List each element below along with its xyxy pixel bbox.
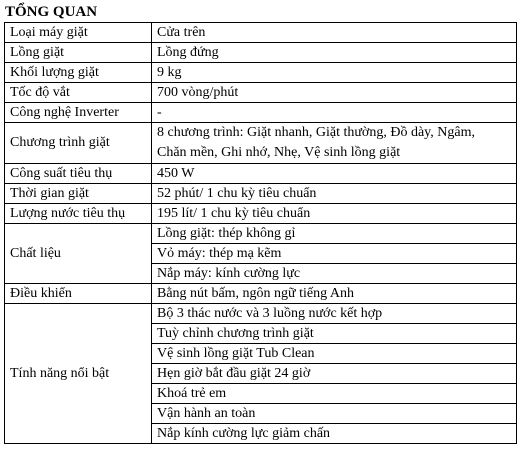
row-label: Công nghệ Inverter — [5, 103, 152, 123]
table-row — [5, 164, 517, 184]
row-value: 52 phút/ 1 chu kỳ tiêu chuẩn — [152, 184, 517, 204]
row-label: Điều khiển — [5, 284, 152, 304]
table-row — [5, 43, 517, 63]
row-value: Lồng đứng — [152, 43, 517, 63]
row-value-line: Chăn mền, Ghi nhớ, Nhẹ, Vệ sinh lồng giặt — [157, 145, 401, 160]
row-value: 9 kg — [152, 63, 517, 83]
table-row — [5, 63, 517, 83]
table-row — [5, 224, 517, 244]
row-value: 700 vòng/phút — [152, 83, 517, 103]
row-value: Lồng giặt: thép không gỉ — [152, 224, 517, 244]
table-row — [5, 284, 517, 304]
row-label: Khối lượng giặt — [5, 63, 152, 83]
row-label: Lượng nước tiêu thụ — [5, 204, 152, 224]
table-row — [5, 204, 517, 224]
row-label: Tốc độ vắt — [5, 83, 152, 103]
table-row — [5, 23, 517, 43]
table-row — [5, 184, 517, 204]
row-label: Chương trình giặt — [5, 123, 152, 164]
row-value: Hẹn giờ bắt đầu giặt 24 giờ — [152, 364, 517, 384]
row-value — [152, 123, 517, 164]
row-value: 450 W — [152, 164, 517, 184]
row-label: Thời gian giặt — [5, 184, 152, 204]
row-value: Bằng nút bấm, ngôn ngữ tiếng Anh — [152, 284, 517, 304]
section-title: TỔNG QUAN — [5, 4, 98, 20]
table-row — [5, 103, 517, 123]
row-label: Chất liệu — [5, 224, 152, 284]
row-label: Loại máy giặt — [5, 23, 152, 43]
row-value: 195 lít/ 1 chu kỳ tiêu chuẩn — [152, 204, 517, 224]
row-value: - — [152, 103, 517, 123]
spec-table — [4, 22, 517, 444]
table-row — [5, 123, 517, 164]
row-value: Tuỳ chỉnh chương trình giặt — [152, 324, 517, 344]
row-label: Công suất tiêu thụ — [5, 164, 152, 184]
row-label: Tính năng nổi bật — [5, 304, 152, 444]
row-value: Nắp kính cường lực giảm chấn — [152, 424, 517, 444]
row-value: Cửa trên — [152, 23, 517, 43]
row-value: Vận hành an toàn — [152, 404, 517, 424]
row-value: Bộ 3 thác nước và 3 luồng nước kết hợp — [152, 304, 517, 324]
row-value: Vỏ máy: thép mạ kẽm — [152, 244, 517, 264]
row-value: Vệ sinh lồng giặt Tub Clean — [152, 344, 517, 364]
table-row — [5, 304, 517, 324]
row-value: Nắp máy: kính cường lực — [152, 264, 517, 284]
row-label: Lồng giặt — [5, 43, 152, 63]
table-row — [5, 83, 517, 103]
row-value-line: 8 chương trình: Giặt nhanh, Giặt thường, Đồ dày, Ngâm, — [157, 125, 475, 140]
row-value: Khoá trẻ em — [152, 384, 517, 404]
